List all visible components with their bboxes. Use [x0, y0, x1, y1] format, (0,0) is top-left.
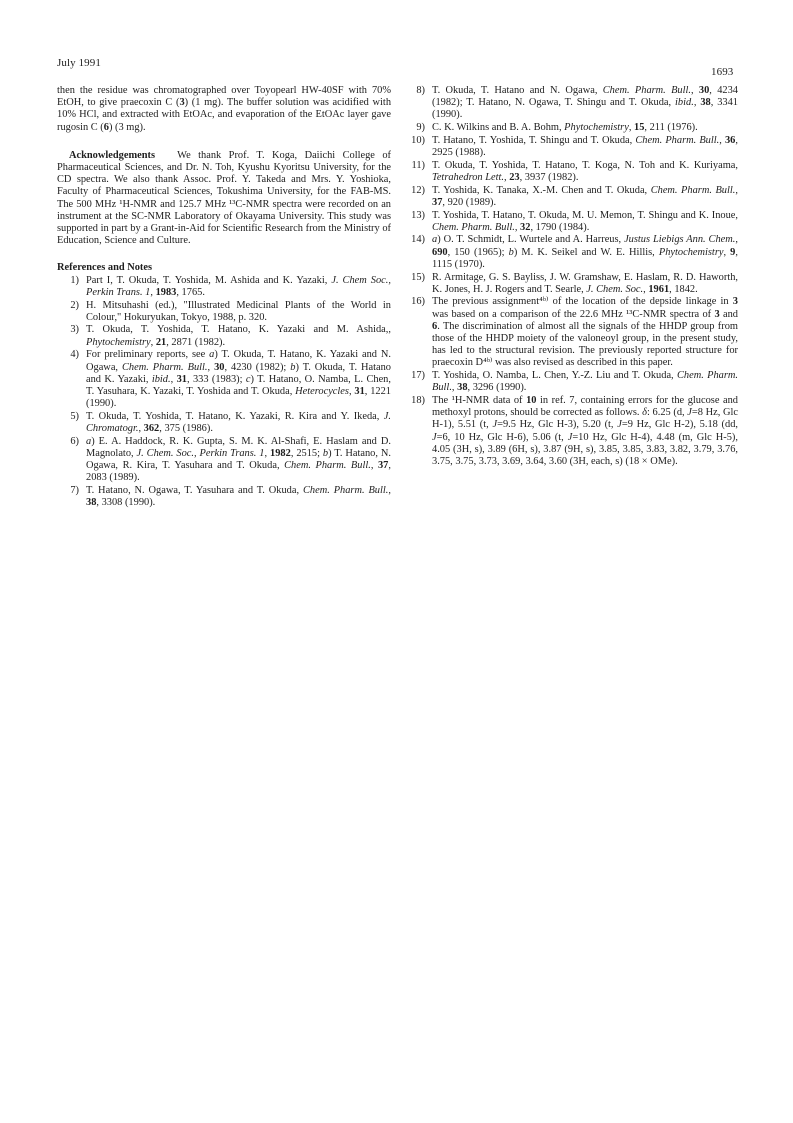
- reference-volume: 30: [214, 361, 225, 373]
- reference-item: [57, 436, 391, 485]
- reference-text: T. Okuda, T. Hatano and N. Ogawa,: [432, 85, 603, 96]
- reference-volume: 1982: [270, 447, 291, 459]
- reference-text: T. Yoshida, K. Tanaka, X.-M. Chen and T. Okuda,: [432, 184, 651, 196]
- reference-emphasis: Tetrahedron Lett.: [432, 171, 504, 183]
- reference-emphasis: Phytochemistry: [564, 122, 629, 134]
- reference-number: 8): [416, 85, 425, 96]
- reference-number: 15): [411, 271, 425, 283]
- reference-text: , 1842.: [669, 283, 698, 295]
- reference-text: , 920 (1989).: [442, 196, 497, 208]
- reference-number: 1): [70, 274, 79, 286]
- reference-emphasis: Chem. Pharm. Bull.: [302, 485, 389, 497]
- reference-text: , 2925 (1988).: [432, 134, 738, 159]
- reference-text: , 3937 (1982).: [519, 171, 579, 183]
- reference-emphasis: Heterocycles: [295, 385, 349, 397]
- reference-text: , 150 (1965);: [447, 246, 509, 258]
- reference-volume: 38: [457, 382, 468, 394]
- reference-number: 12): [411, 184, 425, 196]
- reference-volume: 30: [698, 85, 710, 96]
- reference-volume: 31: [354, 385, 365, 397]
- reference-text: T. Okuda, T. Yoshida, T. Hatano, K. Yazaki, R. Kira and Y. Ikeda,: [86, 410, 384, 422]
- reference-text: ) T. Okuda, T. Hatano and K. Yazaki,: [86, 361, 391, 385]
- reference-item: [403, 210, 738, 234]
- reference-text: =9.5 Hz, Glc H-3), 5.20 (t,: [497, 419, 618, 431]
- reference-text: H. Mitsuhashi (ed.), "Illustrated Medicinal Plants of the World in Colour," Hokuryukan, Tokyo, 1988, p. 320.: [86, 299, 391, 323]
- reference-text: ,: [264, 447, 271, 459]
- reference-text: , 3308 (1990).: [96, 497, 156, 509]
- reference-item: [57, 324, 391, 348]
- reference-emphasis: Chem. Pharm. Bull.: [650, 184, 736, 196]
- reference-emphasis: J. Chem. Soc.: [586, 283, 644, 295]
- reference-volume: 37: [432, 196, 443, 208]
- reference-text: ,: [451, 382, 458, 394]
- reference-item: [403, 234, 738, 271]
- reference-item: [403, 185, 738, 209]
- reference-number: 10): [411, 134, 425, 146]
- reference-item: [57, 275, 391, 299]
- reference-text: ,: [735, 234, 738, 246]
- reference-text: ) E. A. Haddock, R. K. Gupta, S. M. K. Al-Shafi, E. Haslam and D. Magnolato,: [86, 435, 391, 459]
- references-heading: References and Notes: [57, 262, 153, 274]
- reference-volume: 21: [155, 336, 167, 348]
- reference-text: ,: [514, 221, 521, 233]
- reference-text: ,: [723, 246, 731, 258]
- reference-number: 14): [411, 234, 425, 246]
- acknowledgements-heading: Acknowledgements: [69, 149, 156, 161]
- reference-text: , 4230 (1982);: [224, 361, 291, 373]
- text-run: ) (3 mg).: [108, 121, 146, 133]
- reference-list-right: [403, 85, 738, 468]
- reference-text: The previous assignment⁴ᵇ⁾ of the location of the depside linkage in: [432, 296, 733, 308]
- acknowledgements-paragraph: [57, 150, 391, 248]
- reference-emphasis: J: [432, 431, 437, 443]
- reference-text: , 3341 (1990).: [432, 97, 738, 121]
- reference-text: ,: [370, 460, 378, 472]
- reference-text: , 375 (1986).: [159, 423, 213, 435]
- reference-volume: 9: [730, 246, 736, 258]
- reference-volume: 10: [526, 395, 537, 407]
- reference-emphasis: Phytochemistry: [86, 336, 151, 348]
- reference-number: 7): [70, 485, 79, 497]
- reference-text: , 1115 (1970).: [432, 246, 738, 270]
- reference-number: 9): [416, 122, 425, 134]
- reference-emphasis: Phytochemistry: [658, 246, 724, 258]
- reference-text: , 1765.: [176, 286, 205, 298]
- reference-item: [403, 370, 738, 394]
- reference-text: C. K. Wilkins and B. A. Bohm,: [432, 122, 565, 134]
- reference-text: in ref. 7, containing errors for the glucose and methoxyl protons, should be corrected as follows.: [432, 395, 739, 419]
- reference-text: ,: [150, 336, 156, 348]
- reference-volume: 23: [509, 171, 520, 183]
- reference-text: ,: [628, 122, 635, 134]
- reference-text: , 2871 (1982).: [166, 336, 226, 348]
- reference-text: ,: [207, 361, 215, 373]
- experimental-paragraph: [57, 85, 391, 134]
- reference-text: , 1790 (1984).: [530, 221, 590, 233]
- reference-item: [403, 272, 738, 296]
- reference-number: 18): [411, 395, 425, 407]
- reference-text: ,: [503, 171, 510, 183]
- reference-number: 6): [70, 435, 79, 447]
- reference-emphasis: ibid.: [151, 373, 171, 385]
- reference-text: ) T. Hatano, N. Ogawa, R. Kira, T. Yasuhara and T. Okuda,: [86, 447, 391, 472]
- reference-text: ) M. K. Seikel and W. E. Hillis,: [513, 246, 659, 258]
- reference-text: Part I, T. Okuda, T. Yoshida, M. Ashida and K. Yazaki,: [86, 274, 332, 286]
- reference-emphasis: Chem. Pharm. Bull.: [284, 460, 371, 472]
- reference-text: ,: [138, 423, 144, 435]
- reference-text: , 4234 (1982); T. Hatano, N. Ogawa, T. Shingu and T. Okuda,: [432, 85, 738, 109]
- reference-text: T. Okuda, T. Yoshida, T. Hatano, T. Koga, N. Toh and K. Kuriyama,: [432, 159, 738, 171]
- reference-text: ,: [735, 184, 738, 196]
- reference-volume: 32: [520, 221, 531, 233]
- reference-item: [57, 485, 391, 509]
- reference-emphasis: Chem. Pharm. Bull.: [602, 85, 691, 96]
- reference-emphasis: a: [209, 349, 215, 361]
- reference-emphasis: b: [322, 447, 329, 459]
- reference-text: T. Yoshida, T. Hatano, T. Okuda, M. U. Memon, T. Shingu and K. Inoue,: [432, 209, 738, 221]
- reference-text: ,: [693, 97, 701, 109]
- reference-emphasis: Chem. Pharm. Bull.: [121, 361, 208, 373]
- reference-emphasis: ibid.: [675, 97, 694, 109]
- reference-item: [403, 395, 738, 468]
- reference-text: ) T. Okuda, T. Hatano, K. Yazaki and N. Ogawa,: [86, 349, 391, 373]
- reference-text: =10 Hz, Glc H-4), 4.48 (m, Glc H-5), 4.05 (3H, s), 3.89 (6H, s), 3.87 (9H, s), 3.85, 3.85, 3.83, 3.82, 3.79, 3.76, 3.75, 3.75, 3.73, 3.69, 3.64, 3.60 (3H, each, s) (18 × OMe).: [432, 431, 738, 468]
- reference-text: For preliminary reports, see: [86, 349, 210, 361]
- reference-emphasis: J: [687, 407, 692, 419]
- reference-emphasis: J. Chromatogr.: [86, 410, 391, 435]
- reference-text: ,: [719, 134, 725, 146]
- reference-text: =8 Hz, Glc H-1), 5.51 (t,: [432, 407, 738, 431]
- reference-text: =6, 10 Hz, Glc H-6), 5.06 (t,: [436, 431, 568, 443]
- reference-item: [403, 296, 738, 369]
- reference-emphasis: J: [567, 431, 573, 443]
- reference-text: T. Hatano, N. Ogawa, T. Yasuhara and T. Okuda,: [86, 485, 303, 497]
- reference-text: , 2083 (1989).: [86, 460, 391, 484]
- reference-emphasis: J. Chem Soc., Perkin Trans. 1: [86, 274, 391, 298]
- reference-text: ,: [150, 286, 156, 298]
- reference-item: [57, 349, 391, 410]
- reference-volume: 38: [700, 97, 711, 109]
- reference-emphasis: Justus Liebigs Ann. Chem.: [624, 234, 736, 246]
- reference-emphasis: J: [492, 419, 498, 431]
- reference-text: ,: [691, 85, 699, 96]
- reference-emphasis: a: [86, 435, 92, 447]
- reference-text: ) O. T. Schmidt, L. Wurtele and A. Harreus,: [437, 234, 625, 246]
- reference-number: 13): [411, 209, 425, 221]
- reference-text: ,: [170, 373, 177, 385]
- reference-text: , 2515;: [290, 447, 323, 459]
- acknowledgements-text: We thank Prof. T. Koga, Daiichi College of Pharmaceutical Sciences, and Dr. N. Toh, Kyushu Kyoritsu University, for the CD spectra. We also thank Assoc. Prof. Y. Takeda and Mrs. Y. Yoshioka, Faculty of Pharmaceutical Sciences, Tokushima University, for the FAB-MS. The 500 MHz ¹H-NMR and 125.7 MHz ¹³C-NMR spectra were recorded on an instrument at the SC-NMR Laboratory of Okayama University. This study was supported in part by a Grant-in-Aid for Scientific Research from the Ministry of Education, Science and Culture.: [57, 149, 391, 247]
- reference-emphasis: Chem. Pharm. Bull.: [635, 134, 720, 146]
- reference-text: was based on a comparison of the 22.6 MHz ¹³C-NMR spectra of: [432, 308, 715, 320]
- reference-emphasis: b: [508, 246, 514, 258]
- reference-emphasis: δ: [642, 407, 648, 419]
- reference-volume: 31: [176, 373, 187, 385]
- reference-volume: 38: [86, 497, 97, 509]
- page-number: 1693: [711, 66, 734, 78]
- reference-text: and: [719, 308, 738, 320]
- reference-text: : 6.25 (d,: [647, 407, 688, 419]
- reference-number: 3): [70, 324, 79, 336]
- compound-number: 3: [179, 97, 185, 109]
- reference-emphasis: Chem. Pharm. Bull.: [432, 370, 738, 394]
- reference-item: [57, 411, 391, 435]
- reference-emphasis: Chem. Pharm. Bull.: [432, 221, 515, 233]
- reference-volume: 15: [634, 122, 645, 134]
- reference-text: =9 Hz, Glc H-2), 5.18 (dd,: [621, 419, 739, 431]
- reference-emphasis: J. Chem. Soc., Perkin Trans. 1: [136, 447, 265, 459]
- reference-text: ,: [348, 385, 355, 397]
- reference-list-left: [57, 275, 391, 510]
- reference-number: 5): [70, 410, 79, 422]
- reference-text: T. Okuda, T. Yoshida, T. Hatano, K. Yazaki and M. Ashida,,: [86, 324, 391, 336]
- text-run: ) (1 mg). The buffer solution was acidified with 10% HCl, and extracted with EtOAc, and evaporation of the EtOAc layer gave rugosin C (: [57, 97, 392, 133]
- reference-item: [403, 85, 738, 122]
- reference-text: ,: [388, 485, 391, 497]
- reference-volume: 36: [724, 134, 736, 146]
- reference-text: ) T. Hatano, O. Namba, L. Chen, T. Yasuhara, K. Yazaki, T. Yoshida and T. Okuda,: [86, 373, 391, 397]
- reference-emphasis: b: [290, 361, 296, 373]
- reference-volume: 6: [432, 320, 438, 332]
- reference-volume: 37: [377, 460, 389, 472]
- running-header-date: July 1991: [57, 57, 101, 69]
- reference-text: , 211 (1976).: [644, 122, 698, 134]
- reference-volume: 3: [714, 308, 720, 320]
- reference-text: T. Hatano, T. Yoshida, T. Shingu and T. Okuda,: [432, 134, 636, 146]
- reference-text: , 1221 (1990).: [86, 385, 391, 410]
- compound-number: 6: [103, 121, 109, 133]
- reference-number: 2): [70, 299, 79, 311]
- reference-emphasis: J: [617, 419, 622, 431]
- reference-text: , 3296 (1990).: [467, 382, 527, 394]
- reference-emphasis: a: [432, 234, 438, 246]
- reference-text: ,: [643, 283, 649, 295]
- reference-volume: 362: [143, 423, 160, 435]
- reference-emphasis: c: [245, 373, 251, 385]
- reference-number: 4): [70, 349, 79, 361]
- reference-item: [403, 160, 738, 184]
- reference-volume: 1961: [648, 283, 670, 295]
- reference-text: The ¹H-NMR data of: [432, 395, 527, 407]
- reference-number: 17): [411, 370, 425, 382]
- reference-number: 16): [411, 296, 425, 308]
- left-column: [57, 85, 391, 510]
- reference-item: [57, 300, 391, 324]
- reference-volume: 690: [432, 246, 448, 258]
- reference-text: . The discrimination of almost all the signals of the HHDP group from those of the HHDP moiety of the valoneoyl group, in the present study, has led to the structural revision. The previously reported structure for praecoxin D⁴ᵇ⁾ was also revised as described in this paper.: [432, 320, 738, 369]
- reference-text: R. Armitage, G. S. Bayliss, J. W. Gramshaw, E. Haslam, R. D. Haworth, K. Jones, H. J. Rogers and T. Searle,: [432, 271, 738, 295]
- reference-volume: 1983: [155, 286, 177, 298]
- reference-item: [403, 135, 738, 159]
- reference-volume: 3: [732, 296, 738, 308]
- reference-item: [403, 122, 738, 134]
- reference-number: 11): [411, 159, 425, 171]
- reference-text: , 333 (1983);: [186, 373, 246, 385]
- text-run: then the residue was chromatographed over Toyopearl HW-40SF with 70% EtOH, to give praecoxin C (: [57, 85, 391, 109]
- reference-text: T. Yoshida, O. Namba, L. Chen, Y.-Z. Liu and T. Okuda,: [432, 370, 677, 382]
- right-column: [403, 85, 738, 468]
